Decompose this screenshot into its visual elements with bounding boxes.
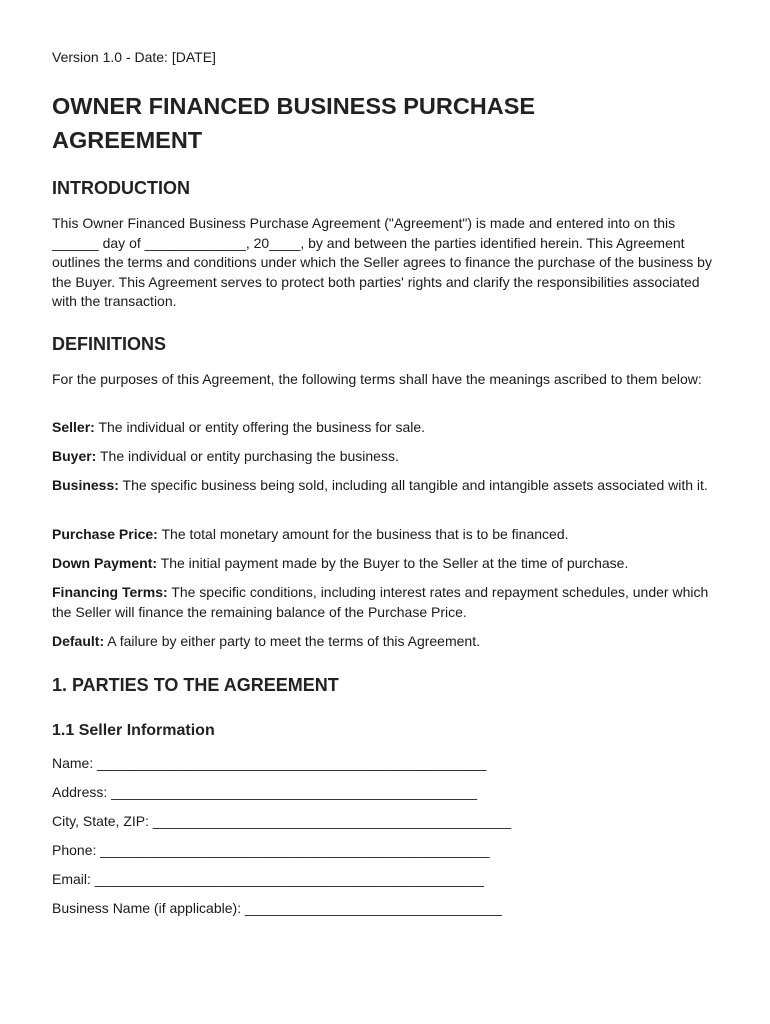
definition-term: Seller: [52,419,95,435]
definition-item [52,632,720,652]
definitions-intro: For the purposes of this Agreement, the following terms shall have the meanings ascribed to them below: [52,371,702,387]
definition-term: Default: [52,633,105,649]
definition-item [52,525,720,545]
seller-business-name-field: Business Name (if applicable): _________________________________ [52,900,502,916]
definition-item [52,447,720,467]
definition-term: Business: [52,477,119,493]
definition-text: A failure by either party to meet the terms of this Agreement. [104,633,480,649]
section1-heading: 1. PARTIES TO THE AGREEMENT [52,675,339,695]
seller-address-field: Address: _______________________________________________ [52,784,478,800]
definition-item [52,476,720,496]
definition-text: The total monetary amount for the business that is to be financed. [157,526,569,542]
definition-term: Purchase Price: [52,526,158,542]
definition-item [52,554,720,574]
seller-phone-field: Phone: __________________________________________________ [52,842,490,858]
definition-term: Buyer: [52,448,97,464]
seller-info-subheading: 1.1 Seller Information [52,722,215,739]
definition-item [52,583,720,622]
seller-name-field: Name: __________________________________________________ [52,755,487,771]
definition-term: Down Payment: [52,555,158,571]
seller-city-state-zip-field: City, State, ZIP: ______________________________________________ [52,813,512,829]
definition-item [52,418,720,438]
version-line: Version 1.0 - Date: [DATE] [52,49,216,65]
document-title: OWNER FINANCED BUSINESS PURCHASE AGREEMENT [52,93,536,153]
definition-text: The individual or entity purchasing the business. [96,448,399,464]
introduction-paragraph: This Owner Financed Business Purchase Agreement ("Agreement") is made and entered into on this ______ day of _____________, 20____, by and between the parties identified herein. This Agreement outlines the terms and conditions under which the Seller agrees to finance the purchase of the business by the Buyer. This Agreement serves to protect both parties' rights and clarify the responsibilities associated with the transaction. [52,215,712,309]
definition-text: The initial payment made by the Buyer to the Seller at the time of purchase. [157,555,629,571]
definition-text: The individual or entity offering the business for sale. [94,419,426,435]
definition-term: Financing Terms: [52,584,168,600]
introduction-heading: INTRODUCTION [52,178,190,198]
definition-text: The specific business being sold, including all tangible and intangible assets associated with it. [118,477,708,493]
seller-email-field: Email: __________________________________________________ [52,871,485,887]
definition-text: The specific conditions, including interest rates and repayment schedules, under which the Seller will finance the remaining balance of the Purchase Price. [52,584,709,620]
definitions-heading: DEFINITIONS [52,334,167,354]
